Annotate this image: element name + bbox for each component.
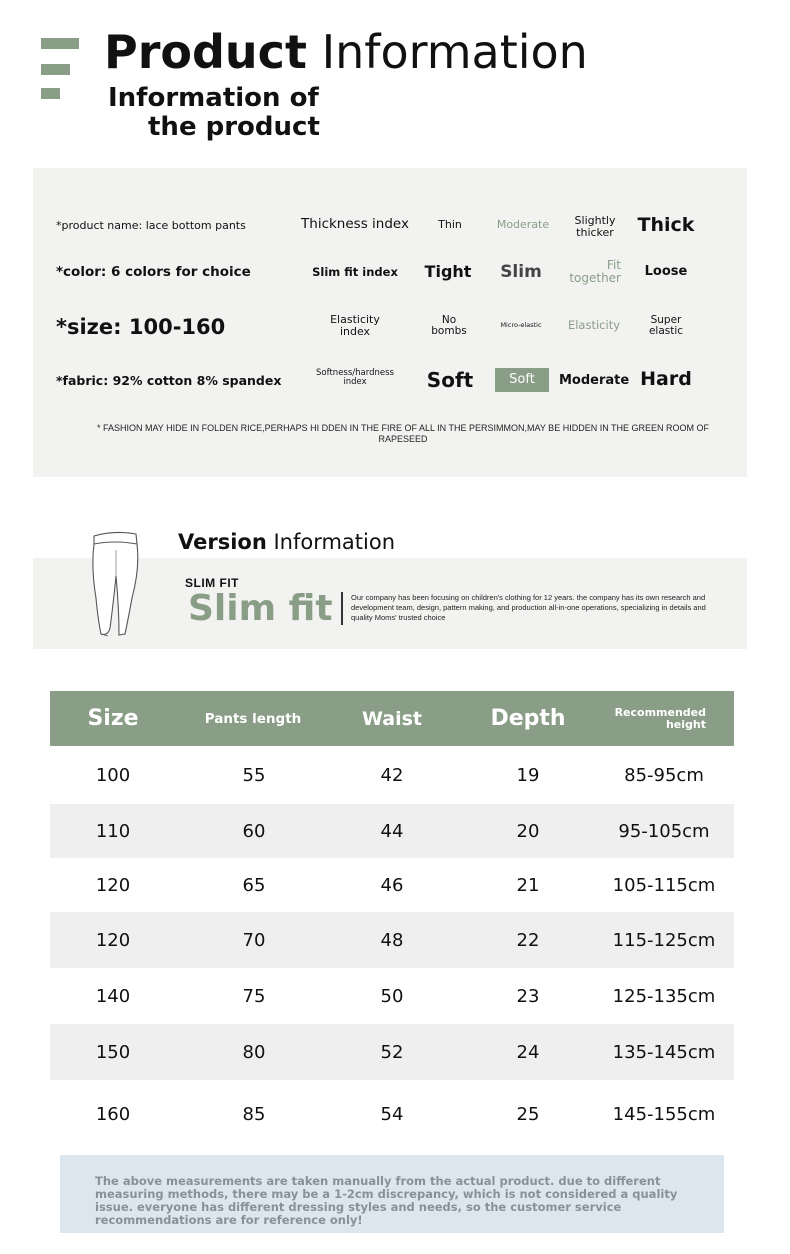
cell-depth: 23 xyxy=(516,985,540,1007)
cell-recommended-height: 95-105cm xyxy=(618,820,710,842)
cell-pants-length: 85 xyxy=(242,1103,266,1125)
softness-option-soft: Soft xyxy=(426,368,474,392)
subtitle-line1: Information of xyxy=(108,83,319,113)
cell-recommended-height: 115-125cm xyxy=(612,929,716,951)
table-row xyxy=(50,968,734,1024)
cell-waist: 48 xyxy=(380,929,404,951)
spec-color: *color: 6 colors for choice xyxy=(56,264,251,280)
slim-fit-index-label: Slim fit index xyxy=(312,265,398,279)
spec-fabric: *fabric: 92% cotton 8% spandex xyxy=(56,373,282,388)
table-header xyxy=(50,691,734,746)
title-bold: Product xyxy=(104,25,307,79)
table-row xyxy=(50,1080,734,1148)
thickness-option-thick: Thick xyxy=(637,214,695,236)
softness-option-hard: Hard xyxy=(640,368,692,390)
cell-depth: 25 xyxy=(516,1103,540,1125)
softness-option-soft-selected: Soft xyxy=(495,368,549,392)
cell-pants-length: 60 xyxy=(242,820,266,842)
header-waist: Waist xyxy=(361,707,422,730)
table-row xyxy=(50,912,734,968)
cell-recommended-height: 105-115cm xyxy=(612,874,716,896)
version-title xyxy=(178,530,395,554)
cell-size: 100 xyxy=(95,764,131,786)
version-title-bold: Version xyxy=(178,530,267,554)
cell-pants-length: 75 xyxy=(242,985,266,1007)
size-table xyxy=(50,691,734,1148)
thickness-option-slightly-thicker: Slightly thicker xyxy=(574,214,616,239)
table-body xyxy=(50,746,734,1148)
fit-option-loose: Loose xyxy=(644,264,688,279)
fit-option-fit-together: Fit together xyxy=(569,258,621,285)
fit-option-tight: Tight xyxy=(424,262,472,281)
pants-illustration xyxy=(88,528,144,640)
thickness-option-moderate: Moderate xyxy=(496,218,550,231)
softness-option-moderate: Moderate xyxy=(559,373,630,388)
cell-pants-length: 70 xyxy=(242,929,266,951)
cell-depth: 21 xyxy=(516,874,540,896)
cell-recommended-height: 145-155cm xyxy=(612,1103,716,1125)
cell-recommended-height: 85-95cm xyxy=(624,764,704,786)
cell-pants-length: 65 xyxy=(242,874,266,896)
cell-depth: 22 xyxy=(516,929,540,951)
table-row xyxy=(50,746,734,804)
cell-recommended-height: 135-145cm xyxy=(612,1041,716,1063)
softness-index-label: Softness/hardness index xyxy=(316,368,394,387)
page-title xyxy=(104,26,588,78)
cell-waist: 42 xyxy=(380,764,404,786)
table-row xyxy=(50,804,734,858)
fit-option-slim: Slim xyxy=(500,262,542,282)
cell-waist: 50 xyxy=(380,985,404,1007)
cell-size: 120 xyxy=(95,929,131,951)
cell-waist: 46 xyxy=(380,874,404,896)
cell-depth: 24 xyxy=(516,1041,540,1063)
cell-waist: 54 xyxy=(380,1103,404,1125)
company-description: Our company has been focusing on children's clothing for 12 years. the company has its own research and development team, design, pattern making, and production all-in-one operations, specializing in details and quality Moms' trusted choice xyxy=(351,593,706,622)
measurement-note: The above measurements are taken manually from the actual product. due to different measuring methods, there may be a 1-2cm discrepancy, which is not considered a quality issue. everyone has different dressing styles and needs, so the customer service recommendations are for reference only! xyxy=(60,1155,724,1233)
header-size: Size xyxy=(87,706,139,731)
product-info-panel xyxy=(33,168,747,477)
elasticity-option-no-bombs: No bombs xyxy=(431,314,467,338)
fit-label-big: Slim fit xyxy=(188,588,333,629)
header-pants-length: Pants length xyxy=(204,710,302,727)
cell-depth: 20 xyxy=(516,820,540,842)
cell-size: 160 xyxy=(95,1103,131,1125)
table-row xyxy=(50,858,734,912)
version-title-light: Information xyxy=(273,530,396,554)
cell-waist: 52 xyxy=(380,1041,404,1063)
cell-size: 140 xyxy=(95,985,131,1007)
divider xyxy=(341,592,343,625)
cell-size: 110 xyxy=(95,820,131,842)
cell-recommended-height: 125-135cm xyxy=(612,985,716,1007)
fit-label-small: SLIM FIT xyxy=(185,576,239,590)
cell-waist: 44 xyxy=(380,820,404,842)
spec-name: *product name: lace bottom pants xyxy=(56,219,246,232)
fashion-disclaimer: * FASHION MAY HIDE IN FOLDEN RICE,PERHAPS HI DDEN IN THE FIRE OF ALL IN THE PERSIMMON,MAY BE HIDDEN IN THE GREEN ROOM OF RAPESEED xyxy=(96,423,710,444)
title-light: Information xyxy=(321,25,588,79)
elasticity-index-label: Elasticity index xyxy=(330,313,380,338)
cell-pants-length: 55 xyxy=(242,764,266,786)
cell-size: 150 xyxy=(95,1041,131,1063)
elasticity-option-elasticity: Elasticity xyxy=(567,318,621,332)
table-row xyxy=(50,1024,734,1080)
thickness-option-thin: Thin xyxy=(438,218,462,231)
spec-size: *size: 100-160 xyxy=(56,315,226,339)
subtitle-line2: the product xyxy=(148,112,320,142)
cell-pants-length: 80 xyxy=(242,1041,266,1063)
elasticity-option-micro-elastic: Micro-elastic xyxy=(500,321,542,329)
cell-size: 120 xyxy=(95,874,131,896)
cell-depth: 19 xyxy=(516,764,540,786)
thickness-index-label: Thickness index xyxy=(301,216,409,232)
elasticity-option-super-elastic: Super elastic xyxy=(648,314,684,338)
header-recommended-height: Recommended height xyxy=(614,705,706,731)
header-depth: Depth xyxy=(490,706,566,731)
